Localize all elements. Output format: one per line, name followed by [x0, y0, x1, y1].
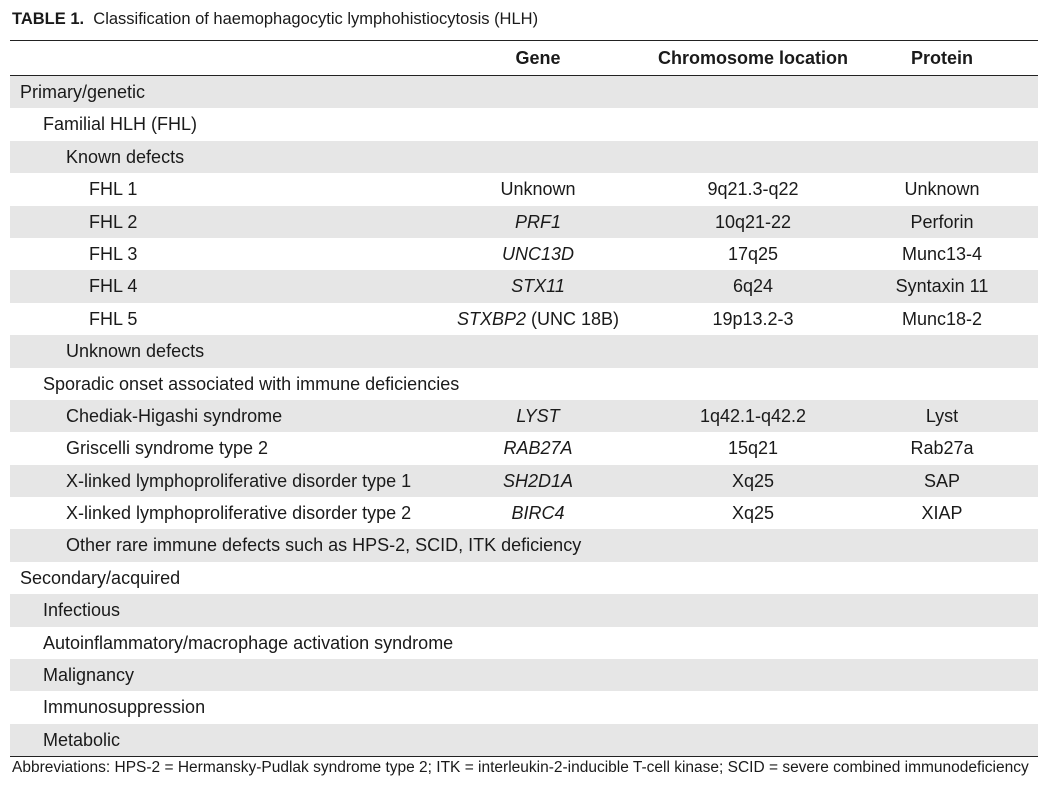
header-protein: Protein	[910, 48, 973, 68]
protein-cell: Lyst	[925, 405, 959, 426]
gene-cell	[438, 276, 638, 297]
row-label: FHL 1	[89, 179, 138, 200]
gene-symbol: PRF1	[514, 211, 561, 232]
row-label: Known defects	[66, 146, 185, 167]
row-label: Unknown defects	[66, 341, 205, 362]
table-row	[10, 238, 1038, 270]
row-label: Immunosuppression	[43, 697, 206, 718]
header-gene: Gene	[515, 48, 561, 68]
gene-cell	[438, 471, 638, 492]
row-label: Sporadic onset associated with immune deficiencies	[43, 373, 460, 394]
table-row	[10, 173, 1038, 205]
row-label: FHL 3	[89, 243, 138, 264]
protein-cell: XIAP	[921, 503, 963, 524]
row-label: Malignancy	[43, 665, 135, 686]
row-label: Infectious	[43, 600, 121, 621]
table-row	[10, 270, 1038, 302]
gene-symbol: UNC13D	[501, 243, 575, 264]
chromosome-cell: 6q24	[732, 276, 774, 297]
row-label: X-linked lymphoproliferative disorder type 1	[66, 470, 412, 491]
table-row	[10, 303, 1038, 335]
table-row	[10, 368, 1038, 400]
chromosome-cell: 19p13.2-3	[712, 308, 794, 329]
table-row	[10, 432, 1038, 464]
table-row	[10, 335, 1038, 367]
classification-table	[10, 40, 1038, 757]
row-label: Secondary/acquired	[20, 567, 181, 588]
table-row	[10, 497, 1038, 529]
table-row	[10, 206, 1038, 238]
chromosome-cell: 17q25	[727, 243, 779, 264]
protein-cell: SAP	[923, 470, 961, 491]
protein-cell: Rab27a	[910, 438, 974, 459]
table-row	[10, 141, 1038, 173]
table-row	[10, 465, 1038, 497]
gene-cell	[438, 406, 638, 427]
gene-cell: Unknown	[500, 179, 576, 200]
table-footnote: Abbreviations: HPS-2 = Hermansky-Pudlak syndrome type 2; ITK = interleukin-2-inducible T-cell kinase; SCID = severe combined immunodeficiency	[12, 759, 1029, 776]
protein-cell: Unknown	[904, 179, 980, 200]
protein-cell: Munc13-4	[901, 243, 983, 264]
gene-symbol: STXBP2	[456, 308, 526, 329]
gene-symbol: STX11	[511, 276, 565, 297]
row-label: X-linked lymphoproliferative disorder type 2	[66, 503, 412, 524]
protein-cell: Perforin	[910, 211, 974, 232]
gene-symbol: BIRC4	[511, 503, 565, 524]
chromosome-cell: 10q21-22	[714, 211, 792, 232]
row-label: Other rare immune defects such as HPS-2, SCID, ITK deficiency	[66, 535, 582, 556]
gene-suffix: (UNC 18B)	[526, 308, 620, 329]
table-row	[10, 562, 1038, 594]
gene-symbol: LYST	[516, 405, 560, 426]
table-row	[10, 529, 1038, 561]
table-title: Classification of haemophagocytic lymphohistiocytosis (HLH)	[93, 10, 539, 28]
gene-cell	[438, 503, 638, 524]
chromosome-cell: Xq25	[731, 470, 775, 491]
gene-cell	[438, 309, 638, 330]
table-body	[10, 76, 1038, 757]
protein-cell: Munc18-2	[901, 308, 983, 329]
row-label: FHL 2	[89, 211, 138, 232]
gene-symbol: RAB27A	[503, 438, 573, 459]
gene-cell	[438, 244, 638, 265]
table-header-row	[10, 41, 1038, 75]
gene-cell	[438, 438, 638, 459]
table-row	[10, 108, 1038, 140]
table-row	[10, 76, 1038, 108]
chromosome-cell: 9q21.3-q22	[707, 179, 799, 200]
header-chromosome: Chromosome location	[657, 48, 849, 68]
table-row	[10, 691, 1038, 723]
protein-cell: Syntaxin 11	[895, 276, 989, 297]
row-label: Griscelli syndrome type 2	[66, 438, 269, 459]
gene-symbol: SH2D1A	[502, 470, 574, 491]
table-row	[10, 400, 1038, 432]
chromosome-cell: Xq25	[731, 503, 775, 524]
row-label: Primary/genetic	[20, 82, 146, 102]
table-number: TABLE 1.	[12, 10, 85, 28]
table-caption	[12, 10, 538, 29]
table-row	[10, 594, 1038, 626]
row-label: Metabolic	[43, 729, 121, 750]
table-row	[10, 724, 1038, 756]
gene-cell	[438, 212, 638, 233]
row-label: FHL 4	[89, 276, 138, 297]
row-label: FHL 5	[89, 308, 138, 329]
chromosome-cell: 1q42.1-q42.2	[699, 405, 807, 426]
chromosome-cell: 15q21	[727, 438, 779, 459]
row-label: Familial HLH (FHL)	[43, 114, 198, 135]
row-label: Chediak-Higashi syndrome	[66, 405, 283, 426]
table-row	[10, 627, 1038, 659]
row-label: Autoinflammatory/macrophage activation syndrome	[43, 632, 454, 653]
table-row	[10, 659, 1038, 691]
